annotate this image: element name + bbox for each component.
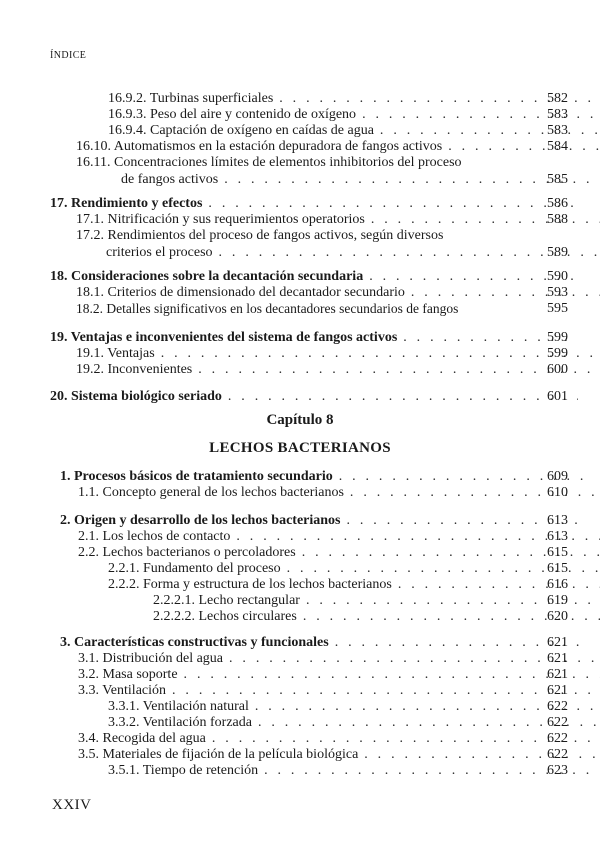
toc-entry-label: 3.1. Distribución del agua xyxy=(78,651,224,666)
toc-entry-page: 622 xyxy=(547,747,568,762)
page-folio: XXIV xyxy=(52,797,92,813)
toc-entry xyxy=(0,300,568,317)
toc-entry-label: 19. Ventajas e inconvenientes del sistema de fangos activos xyxy=(50,330,398,345)
toc-entry xyxy=(0,468,568,485)
toc-entry-label: 20. Sistema biológico seriado xyxy=(50,389,222,404)
toc-entry-page: 583 xyxy=(547,107,568,122)
toc-entry xyxy=(0,608,568,625)
toc-entry-page: 600 xyxy=(547,362,568,377)
toc-entry-page: 590 xyxy=(547,269,568,284)
toc-entry-label: 18.1. Criterios de dimensionado del decantador secundario xyxy=(76,285,405,300)
toc-entry-label: 16.9.4. Captación de oxígeno en caídas de agua xyxy=(108,123,374,138)
chapter-number: Capítulo 8 xyxy=(266,412,334,428)
running-head: ÍNDICE xyxy=(50,50,87,61)
toc-entry-page: 622 xyxy=(547,715,568,730)
toc-entry-page: 610 xyxy=(547,485,568,500)
toc-entry-page: 619 xyxy=(547,593,568,608)
toc-entry xyxy=(0,762,568,779)
toc-entry-label: 3.3.1. Ventilación natural xyxy=(108,699,249,714)
toc-entry xyxy=(0,361,568,378)
toc-entry-page: 620 xyxy=(547,609,568,624)
toc-entry-page: 615 xyxy=(547,545,568,560)
toc-entry-page: 588 xyxy=(547,212,568,227)
toc-entry xyxy=(0,698,568,715)
toc-entry-label: criterios el proceso xyxy=(106,245,213,260)
toc-entry-label: 2.2.2.2. Lechos circulares xyxy=(153,609,297,624)
toc-entry-page: 609 xyxy=(547,469,568,484)
toc-entry-page: 593 xyxy=(547,285,568,300)
toc-entry xyxy=(0,329,568,346)
toc-entry xyxy=(0,345,568,362)
toc-entry-label: 19.1. Ventajas xyxy=(76,346,155,361)
toc-entry-label: 1.1. Concepto general de los lechos bacterianos xyxy=(78,485,344,500)
toc-entry xyxy=(0,544,568,561)
toc-entry xyxy=(0,211,568,228)
toc-entry xyxy=(0,560,568,577)
toc-entry-label: 16.9.3. Peso del aire y contenido de oxígeno xyxy=(108,107,357,122)
toc-entry-page: 586 xyxy=(547,196,568,211)
toc-entry xyxy=(0,634,568,651)
toc-entry-label: 16.9.2. Turbinas superficiales xyxy=(108,91,274,106)
toc-entry-page: 599 xyxy=(547,346,568,361)
dot-leader xyxy=(222,388,578,405)
toc-entry-page: 621 xyxy=(547,651,568,666)
toc-entry xyxy=(0,154,568,188)
toc-entry xyxy=(0,576,568,593)
toc-entry-page: 615 xyxy=(547,561,568,576)
toc-entry xyxy=(0,730,568,747)
toc-entry-label: 3.3. Ventilación xyxy=(78,683,167,698)
toc-entry-label: 2.2.2.1. Lecho rectangular xyxy=(153,593,300,608)
toc-entry-label: 2.2.2. Forma y estructura de los lechos bacterianos xyxy=(108,577,392,592)
toc-entry-page: 583 xyxy=(547,123,568,138)
toc-entry-label: 3.5. Materiales de fijación de la película biológica xyxy=(78,747,359,762)
toc-entry-label: 18. Consideraciones sobre la decantación secundaria xyxy=(50,269,364,284)
dot-leader xyxy=(202,195,578,212)
toc-entry-label: 1. Procesos básicos de tratamiento secundario xyxy=(60,469,333,484)
dot-leader xyxy=(405,284,600,301)
toc-entry-label: de fangos activos xyxy=(121,172,219,187)
toc-entry xyxy=(0,528,568,545)
toc-entry-page: 622 xyxy=(547,699,568,714)
toc-entry-label: 19.2. Inconvenientes xyxy=(76,362,193,377)
toc-entry-label: 3.5.1. Tiempo de retención xyxy=(108,763,259,778)
toc-entry-page: 616 xyxy=(547,577,568,592)
toc-entry xyxy=(0,122,568,139)
toc-entry-page: 584 xyxy=(547,139,568,154)
toc-entry xyxy=(0,138,568,155)
toc-entry-label-line1: 16.11. Concentraciones límites de elementos inhibitorios del proceso xyxy=(76,155,462,170)
toc-entry-page: 589 xyxy=(547,245,568,260)
toc-entry-page: 621 xyxy=(547,667,568,682)
toc-entry-page: 601 xyxy=(547,389,568,404)
toc-entry-page: 613 xyxy=(547,529,568,544)
toc-entry xyxy=(0,746,568,763)
toc-entry-page: 595 xyxy=(547,301,568,316)
toc-entry-label: 3. Características constructivas y funcionales xyxy=(60,635,329,650)
dot-leader xyxy=(392,576,600,593)
toc-entry xyxy=(0,484,568,501)
toc-entry-label: 3.2. Masa soporte xyxy=(78,667,178,682)
toc-entry xyxy=(0,90,568,107)
toc-entry xyxy=(0,682,568,699)
toc-entry-page: 622 xyxy=(547,731,568,746)
toc-entry-page: 621 xyxy=(547,635,568,650)
toc-entry xyxy=(0,268,568,285)
toc-entry-page: 582 xyxy=(547,91,568,106)
toc-entry-page: 585 xyxy=(547,172,568,187)
toc-entry-label: 3.3.2. Ventilación forzada xyxy=(108,715,252,730)
toc-entry-label: 2.1. Los lechos de contacto xyxy=(78,529,231,544)
toc-entry-label: 17.1. Nitrificación y sus requerimientos operatorios xyxy=(76,212,365,227)
dot-leader xyxy=(442,138,600,155)
toc-entry xyxy=(0,666,568,683)
toc-entry xyxy=(0,195,568,212)
toc-entry-label: 18.2. Detalles significativos en los decantadores secundarios de fangos xyxy=(76,301,459,316)
toc-entry xyxy=(0,512,568,529)
toc-entry-label: 17. Rendimiento y efectos xyxy=(50,196,203,211)
chapter-title: LECHOS BACTERIANOS xyxy=(209,440,391,456)
toc-entry-label: 3.4. Recogida del agua xyxy=(78,731,206,746)
toc-entry-page: 613 xyxy=(547,513,568,528)
toc-entry-page: 599 xyxy=(547,330,568,345)
toc-entry xyxy=(0,106,568,123)
toc-entry-label: 2.2.1. Fundamento del proceso xyxy=(108,561,281,576)
toc-entry-page: 621 xyxy=(547,683,568,698)
toc-entry-page: 623 xyxy=(547,763,568,778)
toc-entry xyxy=(0,650,568,667)
toc-entry xyxy=(0,714,568,731)
toc-entry-label: 2.2. Lechos bacterianos o percoladores xyxy=(78,545,296,560)
toc-entry xyxy=(0,592,568,609)
toc-entry xyxy=(0,227,568,261)
toc-entry xyxy=(0,388,568,405)
toc-entry-label-line1: 17.2. Rendimientos del proceso de fangos activos, según diversos xyxy=(76,228,444,243)
toc-entry xyxy=(0,284,568,301)
toc-entry-label: 2. Origen y desarrollo de los lechos bacterianos xyxy=(60,513,341,528)
toc-entry-label: 16.10. Automatismos en la estación depuradora de fangos activos xyxy=(76,139,443,154)
